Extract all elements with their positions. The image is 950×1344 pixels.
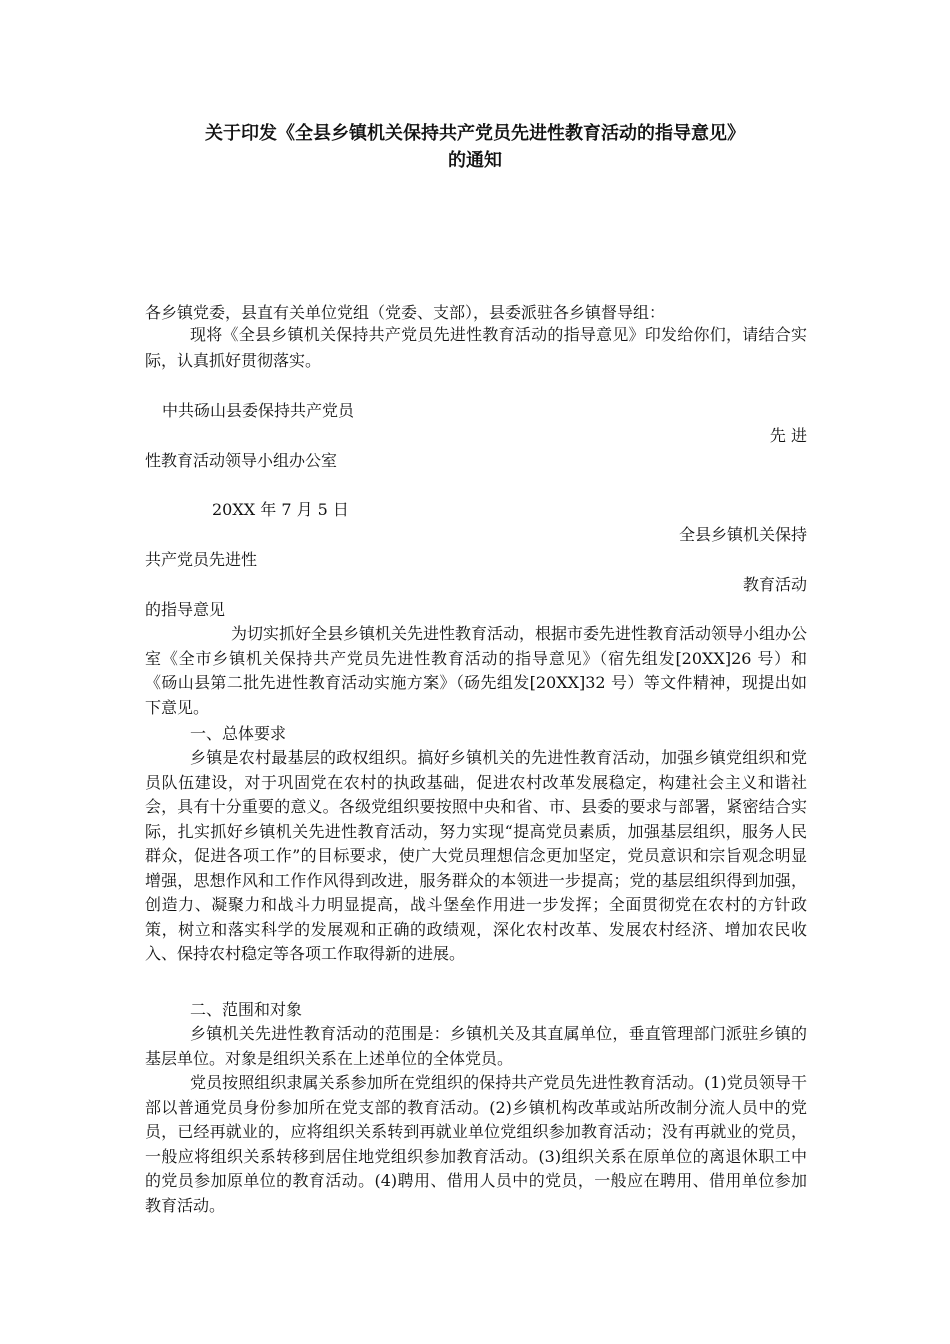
title-line-1: 关于印发《全县乡镇机关保持共产党员先进性教育活动的指导意见》	[205, 123, 745, 144]
sender-line-1: 中共砀山县委保持共产党员	[162, 401, 355, 420]
document-title	[100, 120, 850, 174]
intro-paragraph: 现将《全县乡镇机关保持共产党员先进性教育活动的指导意见》印发给你们，请结合实际，认真抓好贯彻落实。	[145, 325, 807, 370]
issue-date: 20XX 年 7 月 5 日	[212, 500, 349, 519]
sender-line-2: 先 进	[769, 426, 807, 445]
salutation: 各乡镇党委，县直有关单位党组（党委、支部），县委派驻各乡镇督导组：	[145, 303, 666, 322]
attachment-title-line-3: 教育活动	[742, 575, 807, 594]
attachment-title-line-2: 共产党员先进性	[145, 550, 258, 569]
attachment-title-line-1: 全县乡镇机关保持	[678, 525, 807, 544]
paragraph-general-requirements: 乡镇是农村最基层的政权组织。搞好乡镇机关的先进性教育活动，加强乡镇党组织和党员队伍建设，对于巩固党在农村的执政基础，促进农村改革发展稳定，构建社会主义和谐社会，具有十分重要的意义。各级党组织要按照中央和省、市、县委的要求与部署，紧密结合实际，扎实抓好乡镇机关先进性教育活动，努力实现“提高党员素质，加强基层组织，服务人民群众，促进各项工作”的目标要求，使广大党员理想信念更加坚定，党员意识和宗旨观念明显增强，思想作风和工作作风得到改进，服务群众的本领进一步提高；党的基层组织得到加强，创造力、凝聚力和战斗力明显提高，战斗堡垒作用进一步发挥；全面贯彻党在农村的方针政策，树立和落实科学的发展观和正确的政绩观，深化农村改革、发展农村经济、增加农民收入、保持农村稳定等各项工作取得新的进展。	[145, 748, 807, 963]
section-heading-1: 一、总体要求	[190, 724, 287, 743]
paragraph-scope: 乡镇机关先进性教育活动的范围是：乡镇机关及其直属单位，垂直管理部门派驻乡镇的基层单位。对象是组织关系在上述单位的全体党员。	[145, 1024, 807, 1068]
section-heading-2: 二、范围和对象	[190, 1000, 303, 1019]
sender-line-3: 性教育活动领导小组办公室	[145, 451, 338, 470]
title-line-2: 的通知	[448, 150, 502, 171]
paragraph-participation: 党员按照组织隶属关系参加所在党组织的保持共产党员先进性教育活动。(1)党员领导干部以普通党员身份参加所在党支部的教育活动。(2)乡镇机构改革或站所改制分流人员中的党员，已经再就业的，应将组织关系转到再就业单位党组织参加教育活动；没有再就业的党员，一般应将组织关系转移到居住地党组织参加教育活动。(3)组织关系在原单位的离退休职工中的党员参加原单位的教育活动。(4)聘用、借用人员中的党员，一般应在聘用、借用单位参加教育活动。	[145, 1073, 807, 1215]
preamble-paragraph: 为切实抓好全县乡镇机关先进性教育活动，根据市委先进性教育活动领导小组办公室《全市乡镇机关保持共产党员先进性教育活动的指导意见》（宿先组发[20XX]26 号）和《砀山县第二批先进性教育活动实施方案》（砀先组发[20XX]32 号）等文件精神，现提出如下意见。	[145, 624, 808, 717]
attachment-title-line-4: 的指导意见	[145, 600, 226, 619]
